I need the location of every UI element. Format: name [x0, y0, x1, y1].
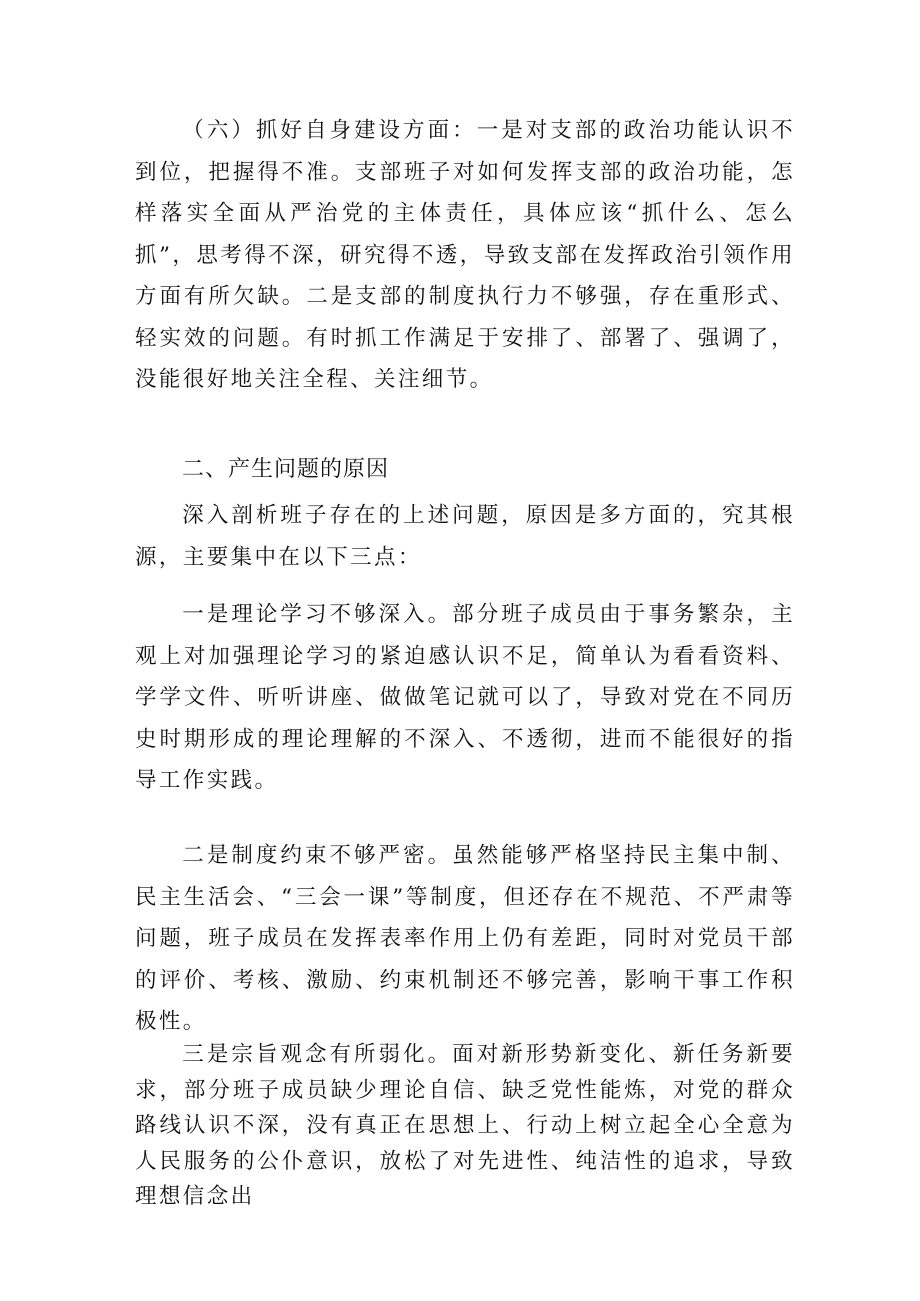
section-heading-causes: 二、产生问题的原因 — [182, 457, 390, 482]
paragraph-theory-study: 一是理论学习不够深入。部分班子成员由于事务繁杂，主观上对加强理论学习的紧迫感认识不足，简单认为看看资料、学学文件、听听讲座、做做笔记就可以了，导致对党在不同历史时期形成的理论理解的不深入、不透彻，进而不能很好的指导工作实践。 — [135, 602, 795, 793]
paragraph-system-constraint: 二是制度约束不够严密。虽然能够严格坚持民主集中制、民主生活会、“三会一课”等制度，但还存在不规范、不严肃等问题，班子成员在发挥表率作用上仍有差距，同时对党员干部的评价、考核、激励、约束机制还不够完善，影响干事工作积极性。 — [135, 843, 795, 1034]
paragraph-purpose-concept: 三是宗旨观念有所弱化。面对新形势新变化、新任务新要求，部分班子成员缺少理论自信、缺乏党性能炼，对党的群众路线认识不深，没有真正在思想上、行动上树立起全心全意为人民服务的公仆意识，放松了对先进性、纯洁性的追求，导致理想信念出 — [135, 1042, 795, 1209]
paragraph-causes-intro: 深入剖析班子存在的上述问题，原因是多方面的，究其根源，主要集中在以下三点： — [135, 503, 795, 570]
paragraph-self-construction: （六）抓好自身建设方面：一是对支部的政治功能认识不到位，把握得不准。支部班子对如何发挥支部的政治功能，怎样落实全面从严治党的主体责任，具体应该“抓什么、怎么抓”，思考得不深，研究得不透，导致支部在发挥政治引领作用方面有所欠缺。二是支部的制度执行力不够强，存在重形式、轻实效的问题。有时抓工作满足于安排了、部署了、强调了，没能很好地关注全程、关注细节。 — [135, 118, 795, 392]
